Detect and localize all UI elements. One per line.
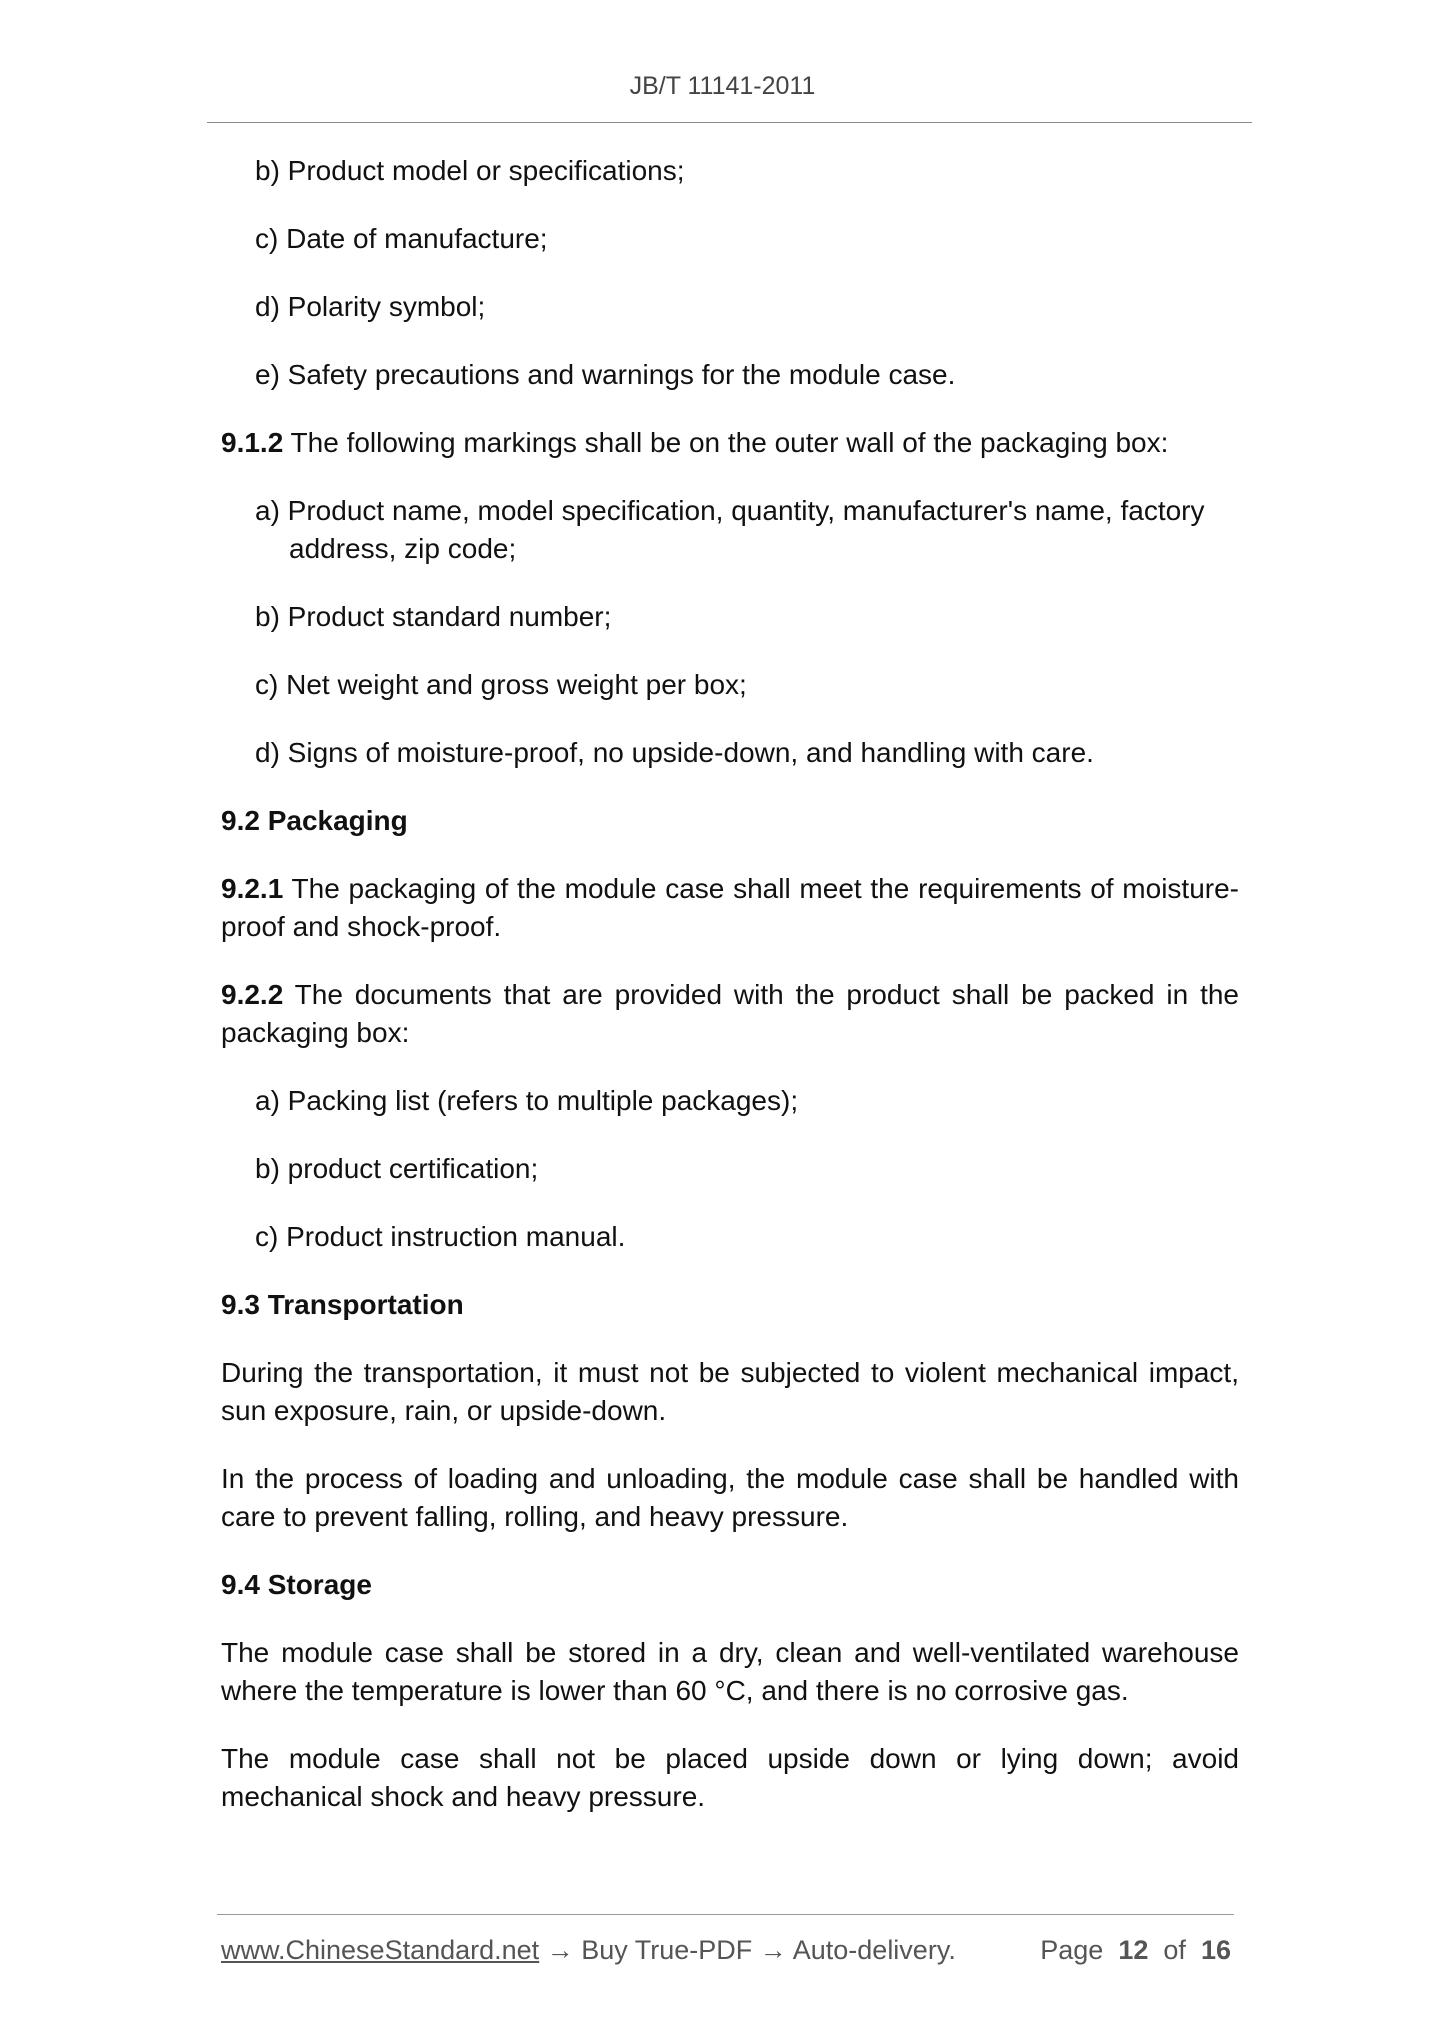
section-heading-storage: 9.4 Storage bbox=[221, 1569, 372, 1600]
list-item: e) Safety precautions and warnings for the module case. bbox=[255, 359, 956, 390]
clause-number: 9.2.2 bbox=[221, 979, 284, 1010]
header-divider bbox=[207, 122, 1252, 123]
clause-9-2-2 bbox=[221, 976, 1239, 1052]
page-total: 16 bbox=[1200, 1935, 1231, 1965]
list-item: c) Net weight and gross weight per box; bbox=[255, 669, 747, 700]
paragraph: During the transportation, it must not be subjected to violent mechanical impact, sun exposure, rain, or upside-down. bbox=[221, 1357, 1239, 1426]
paragraph: In the process of loading and unloading, the module case shall be handled with care to prevent falling, rolling, and heavy pressure. bbox=[221, 1463, 1239, 1532]
footer-promo bbox=[221, 1935, 956, 1966]
list-item: b) Product standard number; bbox=[255, 601, 612, 632]
paragraph: The module case shall not be placed upside down or lying down; avoid mechanical shock and heavy pressure. bbox=[221, 1743, 1239, 1812]
page-indicator bbox=[1040, 1935, 1231, 1966]
clause-number: 9.2.1 bbox=[221, 873, 284, 904]
section-heading-packaging: 9.2 Packaging bbox=[221, 805, 408, 836]
list-item: b) product certification; bbox=[255, 1153, 539, 1184]
document-id-header: JB/T 11141-2011 bbox=[629, 72, 816, 100]
website-link[interactable]: www.ChineseStandard.net bbox=[221, 1935, 540, 1965]
clause-9-1-2 bbox=[221, 424, 1239, 462]
page-of-label: of bbox=[1163, 1935, 1186, 1965]
page-current: 12 bbox=[1118, 1935, 1149, 1965]
list-item: d) Polarity symbol; bbox=[255, 291, 486, 322]
list-item: a) Product name, model specification, quantity, manufacturer's name, factory address, zip code; bbox=[255, 495, 1205, 564]
clause-text: The following markings shall be on the outer wall of the packaging box: bbox=[283, 427, 1169, 458]
footer-tagline: → Buy True-PDF → Auto-delivery. bbox=[539, 1935, 956, 1965]
page-footer bbox=[221, 1935, 1231, 1966]
clause-number: 9.1.2 bbox=[221, 427, 284, 458]
list-item: c) Date of manufacture; bbox=[255, 223, 548, 254]
clause-text: The packaging of the module case shall meet the requirements of moisture-proof and shock-proof. bbox=[221, 873, 1239, 942]
paragraph: The module case shall be stored in a dry, clean and well-ventilated warehouse where the temperature is lower than 60 °C, and there is no corrosive gas. bbox=[221, 1637, 1239, 1706]
section-heading-transportation: 9.3 Transportation bbox=[221, 1289, 464, 1320]
document-body bbox=[221, 152, 1239, 1846]
clause-9-2-1 bbox=[221, 870, 1239, 946]
list-item: b) Product model or specifications; bbox=[255, 155, 685, 186]
footer-divider bbox=[217, 1914, 1234, 1915]
list-item: a) Packing list (refers to multiple packages); bbox=[255, 1085, 799, 1116]
list-item: d) Signs of moisture-proof, no upside-down, and handling with care. bbox=[255, 737, 1094, 768]
page-label: Page bbox=[1040, 1935, 1104, 1965]
clause-text: The documents that are provided with the product shall be packed in the packaging box: bbox=[221, 979, 1239, 1048]
list-item: c) Product instruction manual. bbox=[255, 1221, 626, 1252]
